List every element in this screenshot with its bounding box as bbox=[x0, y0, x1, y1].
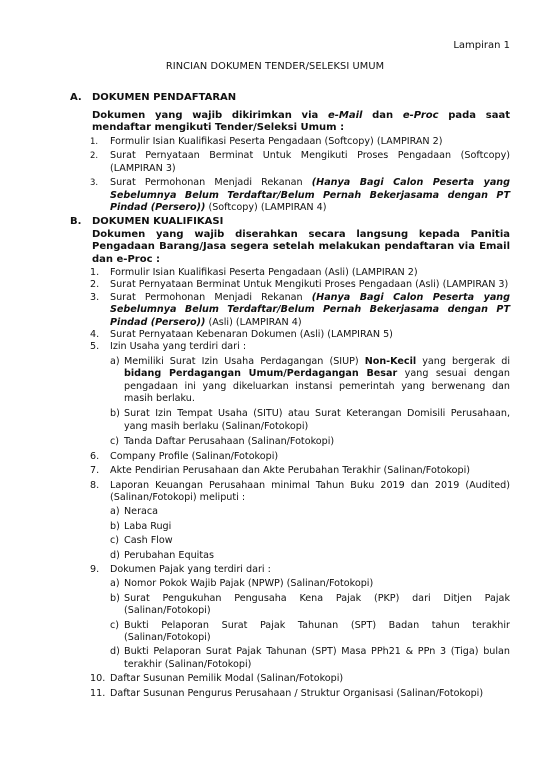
sub-number: c) bbox=[110, 619, 120, 631]
sub-text: yang bergerak di bbox=[416, 355, 510, 367]
item-number: 10. bbox=[90, 673, 106, 685]
sub-emphasis: Non-Kecil bbox=[364, 355, 417, 367]
item-number: 5. bbox=[90, 341, 100, 353]
sublist-item bbox=[110, 356, 510, 406]
sub-text: Surat Pengukuhan Pengusaha Kena Pajak (PKP) dari Ditjen Pajak (Salinan/Fotokopi) bbox=[124, 592, 510, 617]
sub-text: Perubahan Equitas bbox=[124, 549, 214, 561]
list-item bbox=[90, 177, 510, 214]
sub-number: a) bbox=[110, 355, 120, 367]
intro-eproc: e-Proc bbox=[402, 110, 439, 121]
intro-text: pada saat mendaftar mengikuti Tender/Seleksi Umum : bbox=[92, 110, 510, 134]
item-number: 4. bbox=[90, 329, 100, 341]
list-item bbox=[90, 564, 510, 576]
item-number: 3. bbox=[90, 291, 100, 303]
item-text: Dokumen Pajak yang terdiri dari : bbox=[110, 563, 271, 575]
item-number: 1. bbox=[90, 267, 100, 278]
item-text: Akte Pendirian Perusahaan dan Akte Perubahan Terakhir (Salinan/Fotokopi) bbox=[110, 465, 471, 477]
sub-number: c) bbox=[110, 535, 120, 547]
item-number: 9. bbox=[90, 563, 100, 575]
intro-text: dan bbox=[362, 110, 403, 121]
pajak-sublist bbox=[90, 578, 510, 671]
sub-number: d) bbox=[110, 646, 120, 658]
list-item bbox=[90, 480, 510, 505]
izin-sublist bbox=[90, 356, 510, 449]
item-number: 6. bbox=[90, 450, 100, 462]
sub-text: Cash Flow bbox=[124, 535, 173, 547]
intro-text: Dokumen yang wajib dikirimkan via bbox=[92, 110, 328, 121]
item-number: 11. bbox=[90, 687, 106, 699]
item-text: Surat Permohonan Menjadi Rekanan bbox=[110, 177, 312, 189]
item-text: Surat Pernyataan Kebenaran Dokumen (Asli) (LAMPIRAN 5) bbox=[110, 329, 393, 341]
list-item bbox=[90, 465, 510, 477]
list-item bbox=[90, 451, 510, 463]
lampiran-label: Lampiran 1 bbox=[453, 40, 510, 51]
sub-text: Memiliki Surat Izin Usaha Perdagangan (SIUP) bbox=[124, 355, 365, 367]
sub-number: b) bbox=[110, 408, 120, 420]
item-text: Surat Pernyataan Berminat Untuk Mengikuti Proses Pengadaan (Softcopy) (LAMPIRAN 3) bbox=[110, 150, 510, 174]
section-a-list bbox=[90, 136, 510, 214]
intro-email: e-Mail bbox=[327, 110, 363, 121]
sublist-item bbox=[110, 521, 510, 533]
item-number: 1. bbox=[90, 137, 99, 147]
sub-text: Neraca bbox=[124, 506, 159, 518]
sublist-item bbox=[110, 550, 510, 562]
item-number: 3. bbox=[90, 178, 99, 189]
section-b-intro: Dokumen yang wajib diserahkan secara langsung kepada Panitia Pengadaan Barang/Jasa segera setelah melakukan pendaftaran via Email dan e-Proc : bbox=[92, 229, 510, 265]
list-item bbox=[90, 673, 510, 685]
item-text: Izin Usaha yang terdiri dari : bbox=[110, 341, 247, 353]
item-text: Daftar Susunan Pemilik Modal (Salinan/Fotokopi) bbox=[110, 673, 344, 685]
section-b-heading bbox=[70, 216, 223, 228]
section-b-list bbox=[90, 267, 510, 700]
item-text: Surat Pernyataan Berminat Untuk Mengikuti Proses Pengadaan (Asli) (LAMPIRAN 3) bbox=[110, 279, 509, 291]
section-a-intro bbox=[92, 110, 510, 135]
sub-number: b) bbox=[110, 520, 120, 532]
item-text: Daftar Susunan Pengurus Perusahaan / Struktur Organisasi (Salinan/Fotokopi) bbox=[110, 687, 484, 699]
sub-text: Bukti Pelaporan Surat Pajak Tahunan (SPT) Masa PPh21 & PPn 3 (Tiga) bulan terakhir (Salinan/Fotokopi) bbox=[124, 646, 510, 670]
item-emphasis: (Hanya Bagi Calon Peserta yang Sebelumnya Belum Terdaftar/Belum Pernah Bekerjasama dengan PT Pindad (Persero)) bbox=[110, 291, 510, 328]
item-emphasis: (Hanya Bagi Calon Peserta yang Sebelumnya Belum Terdaftar/Belum Pernah Bekerjasama dengan PT Pindad (Persero)) bbox=[110, 177, 510, 214]
sub-text: Nomor Pokok Wajib Pajak (NPWP) (Salinan/Fotokopi) bbox=[124, 578, 374, 590]
sub-number: d) bbox=[110, 549, 120, 561]
laporan-sublist bbox=[90, 506, 510, 562]
section-a-title: DOKUMEN PENDAFTARAN bbox=[92, 92, 237, 103]
item-number: 7. bbox=[90, 465, 100, 477]
sub-text: Laba Rugi bbox=[124, 520, 172, 532]
list-item bbox=[90, 267, 510, 279]
list-item bbox=[90, 688, 510, 700]
item-text: (Softcopy) (LAMPIRAN 4) bbox=[205, 202, 327, 214]
sub-text: Bukti Pelaporan Surat Pajak Tahunan (SPT) Badan tahun terakhir (Salinan/Fotokopi) bbox=[124, 619, 510, 643]
sublist-item bbox=[110, 578, 510, 590]
section-b-letter: B. bbox=[70, 216, 82, 227]
list-item bbox=[90, 292, 510, 329]
item-number: 8. bbox=[90, 479, 100, 491]
sublist-item bbox=[110, 593, 510, 618]
sub-number: b) bbox=[110, 592, 120, 604]
item-text: Laporan Keuangan Perusahaan minimal Tahun Buku 2019 dan 2019 (Audited) (Salinan/Fotokopi) meliputi : bbox=[110, 479, 510, 503]
sub-number: c) bbox=[110, 436, 120, 448]
sublist-item bbox=[110, 620, 510, 645]
sublist-item bbox=[110, 506, 510, 518]
list-item bbox=[90, 341, 510, 353]
sub-text: Tanda Daftar Perusahaan (Salinan/Fotokopi) bbox=[124, 436, 335, 448]
list-item bbox=[90, 279, 510, 291]
sublist-item bbox=[110, 408, 510, 433]
section-b-title: DOKUMEN KUALIFIKASI bbox=[92, 216, 224, 227]
item-number: 2. bbox=[90, 279, 100, 291]
item-text: (Asli) (LAMPIRAN 4) bbox=[205, 316, 302, 328]
item-text: Company Profile (Salinan/Fotokopi) bbox=[110, 450, 279, 462]
item-text: Surat Permohonan Menjadi Rekanan bbox=[110, 291, 312, 303]
section-a-heading bbox=[70, 92, 236, 104]
sublist-item bbox=[110, 535, 510, 547]
document-title: RINCIAN DOKUMEN TENDER/SELEKSI UMUM bbox=[165, 61, 385, 72]
sub-number: a) bbox=[110, 578, 120, 590]
list-item bbox=[90, 136, 510, 148]
item-number: 2. bbox=[90, 151, 99, 162]
sublist-item bbox=[110, 646, 510, 671]
sub-number: a) bbox=[110, 506, 120, 518]
list-item bbox=[90, 329, 510, 341]
sub-text: Surat Izin Tempat Usaha (SITU) atau Surat Keterangan Domisili Perusahaan, yang masih berlaku (Salinan/Fotokopi) bbox=[124, 408, 510, 432]
item-text: Formulir Isian Kualifikasi Peserta Pengadaan (Softcopy) (LAMPIRAN 2) bbox=[110, 136, 443, 147]
sub-text: yang sesuai dengan pengadaan ini yang dikeluarkan instansi pemerintah yang berwenang dan masih berlaku. bbox=[124, 368, 510, 405]
item-text: Formulir Isian Kualifikasi Peserta Pengadaan (Asli) (LAMPIRAN 2) bbox=[110, 267, 418, 278]
section-a-letter: A. bbox=[70, 92, 82, 103]
list-item bbox=[90, 150, 510, 175]
sub-emphasis: bidang Perdagangan Umum/Perdagangan Besar bbox=[124, 368, 398, 380]
sublist-item bbox=[110, 436, 510, 448]
